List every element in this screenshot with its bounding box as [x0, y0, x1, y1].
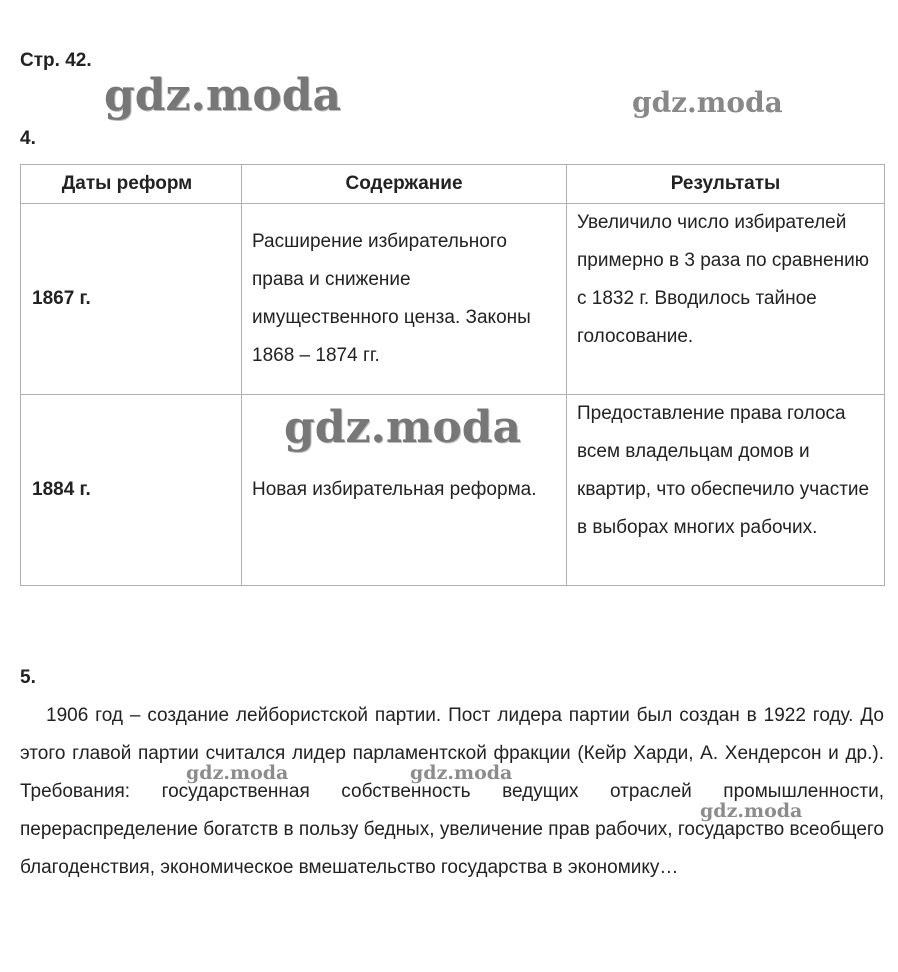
task-4-number: 4.	[20, 128, 36, 149]
watermark-logo: gdz.moda	[104, 70, 342, 121]
column-header-dates: Даты реформ	[21, 165, 242, 204]
reform-date: 1867 г.	[21, 204, 242, 395]
reform-result: Предоставление права голоса всем владельцам домов и квартир, что обеспечило участие в выборах многих рабочих.	[567, 395, 885, 586]
watermark-logo: gdz.moda	[632, 86, 783, 119]
table-row	[21, 204, 885, 395]
watermark-logo: gdz.moda	[186, 762, 289, 784]
task-5-answer-text: 1906 год – создание лейбористской партии. Пост лидера партии был создан в 1922 году. До этого главой партии считался лидер парламентской фракции (Кейр Харди, А. Хендерсон и др.). Требования: государственная собственность ведущих отраслей промышленности, перераспределение богатств в пользу бедных, увеличение прав рабочих, государство всеобщего благоденствия, экономическое вмешательство государства в экономику…	[20, 705, 884, 878]
watermark-logo: gdz.moda	[284, 402, 522, 453]
reforms-table	[20, 164, 885, 586]
page-reference: Стр. 42.	[20, 50, 92, 71]
column-header-results: Результаты	[567, 165, 885, 204]
reform-content: Расширение избирательного права и снижение имущественного ценза. Законы 1868 – 1874 гг.	[242, 204, 567, 395]
reform-result: Увеличило число избирателей примерно в 3 раза по сравнению с 1832 г. Вводилось тайное голосование.	[567, 204, 885, 395]
table-header-row	[21, 165, 885, 204]
task-5-number: 5.	[20, 667, 36, 688]
column-header-content: Содержание	[242, 165, 567, 204]
reform-content: Новая избирательная реформа.	[242, 395, 567, 586]
reform-date: 1884 г.	[21, 395, 242, 586]
watermark-logo: gdz.moda	[700, 800, 803, 822]
watermark-logo: gdz.moda	[410, 762, 513, 784]
